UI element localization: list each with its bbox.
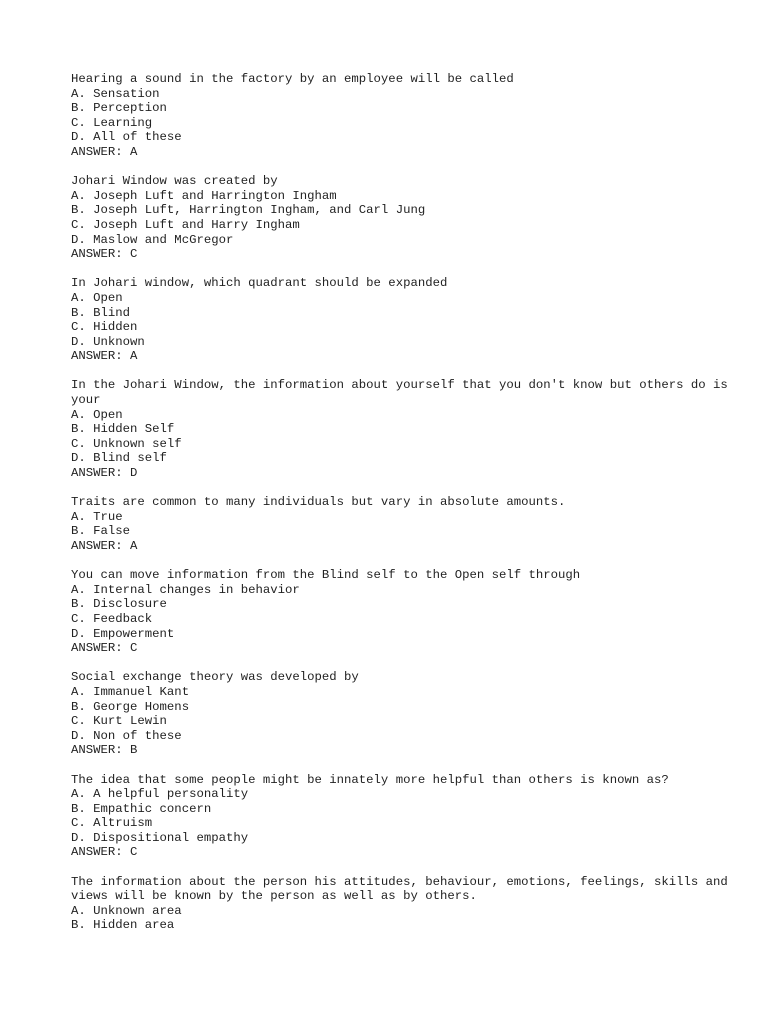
option-b: B. George Homens <box>71 699 190 714</box>
option-c: C. Altruism <box>71 816 153 831</box>
question-block <box>71 670 731 758</box>
option-b: B. Disclosure <box>71 597 167 612</box>
option-c: C. Learning <box>71 115 153 130</box>
answer-line: ANSWER: D <box>71 466 138 481</box>
option-d: D. Dispositional empathy <box>71 830 249 845</box>
option-d: D. All of these <box>71 130 182 145</box>
question-text: In Johari window, which quadrant should be expanded <box>71 276 448 291</box>
option-c: C. Joseph Luft and Harry Ingham <box>71 217 300 232</box>
question-text: Traits are common to many individuals but vary in absolute amounts. <box>71 495 566 510</box>
question-text: You can move information from the Blind self to the Open self through <box>71 568 581 583</box>
question-block <box>71 174 731 262</box>
option-d: D. Blind self <box>71 451 167 466</box>
option-d: D. Empowerment <box>71 626 175 641</box>
question-block <box>71 874 736 933</box>
option-b: B. Empathic concern <box>71 801 212 816</box>
option-a: A. Immanuel Kant <box>71 684 190 699</box>
option-a: A. Open <box>71 407 123 422</box>
option-b: B. Hidden Self <box>71 422 175 437</box>
option-b: B. Blind <box>71 305 131 320</box>
option-a: A. A helpful personality <box>71 787 249 802</box>
question-block <box>71 72 731 160</box>
question-block <box>71 276 731 364</box>
answer-line: ANSWER: A <box>71 539 138 553</box>
answer-line: ANSWER: A <box>71 144 138 159</box>
question-block <box>71 378 736 481</box>
question-block <box>71 568 731 656</box>
option-c: C. Unknown self <box>71 436 182 451</box>
option-d: D. Unknown <box>71 334 145 349</box>
option-a: A. Sensation <box>71 86 160 101</box>
option-c: C. Feedback <box>71 611 153 626</box>
option-b: B. Hidden area <box>71 918 175 933</box>
option-b: B. False <box>71 524 131 539</box>
answer-line: ANSWER: C <box>71 845 138 860</box>
question-text: The idea that some people might be innately more helpful than others is known as? <box>71 772 669 787</box>
answer-line: ANSWER: C <box>71 247 138 262</box>
question-block <box>71 495 731 553</box>
question-text: Social exchange theory was developed by <box>71 670 359 685</box>
option-c: C. Hidden <box>71 320 138 335</box>
option-d: D. Maslow and McGregor <box>71 232 234 247</box>
option-d: D. Non of these <box>71 728 182 743</box>
option-a: A. Joseph Luft and Harrington Ingham <box>71 188 337 203</box>
question-text: In the Johari Window, the information about yourself that you don't know but others do is your <box>71 378 736 408</box>
question-text: Hearing a sound in the factory by an employee will be called <box>71 72 514 86</box>
option-a: A. Open <box>71 290 123 305</box>
question-text: Johari Window was created by <box>71 174 278 189</box>
question-block <box>71 773 731 861</box>
question-text: The information about the person his attitudes, behaviour, emotions, feelings, skills and views will be known by the person as well as by others. <box>71 874 736 904</box>
answer-line: ANSWER: C <box>71 641 138 656</box>
option-a: A. Unknown area <box>71 903 182 918</box>
answer-line: ANSWER: A <box>71 349 138 364</box>
option-a: A. True <box>71 509 123 524</box>
answer-line: ANSWER: B <box>71 743 138 758</box>
option-b: B. Joseph Luft, Harrington Ingham, and Carl Jung <box>71 203 426 218</box>
option-b: B. Perception <box>71 101 167 116</box>
option-a: A. Internal changes in behavior <box>71 582 300 597</box>
document-page <box>71 72 736 948</box>
option-c: C. Kurt Lewin <box>71 714 167 729</box>
